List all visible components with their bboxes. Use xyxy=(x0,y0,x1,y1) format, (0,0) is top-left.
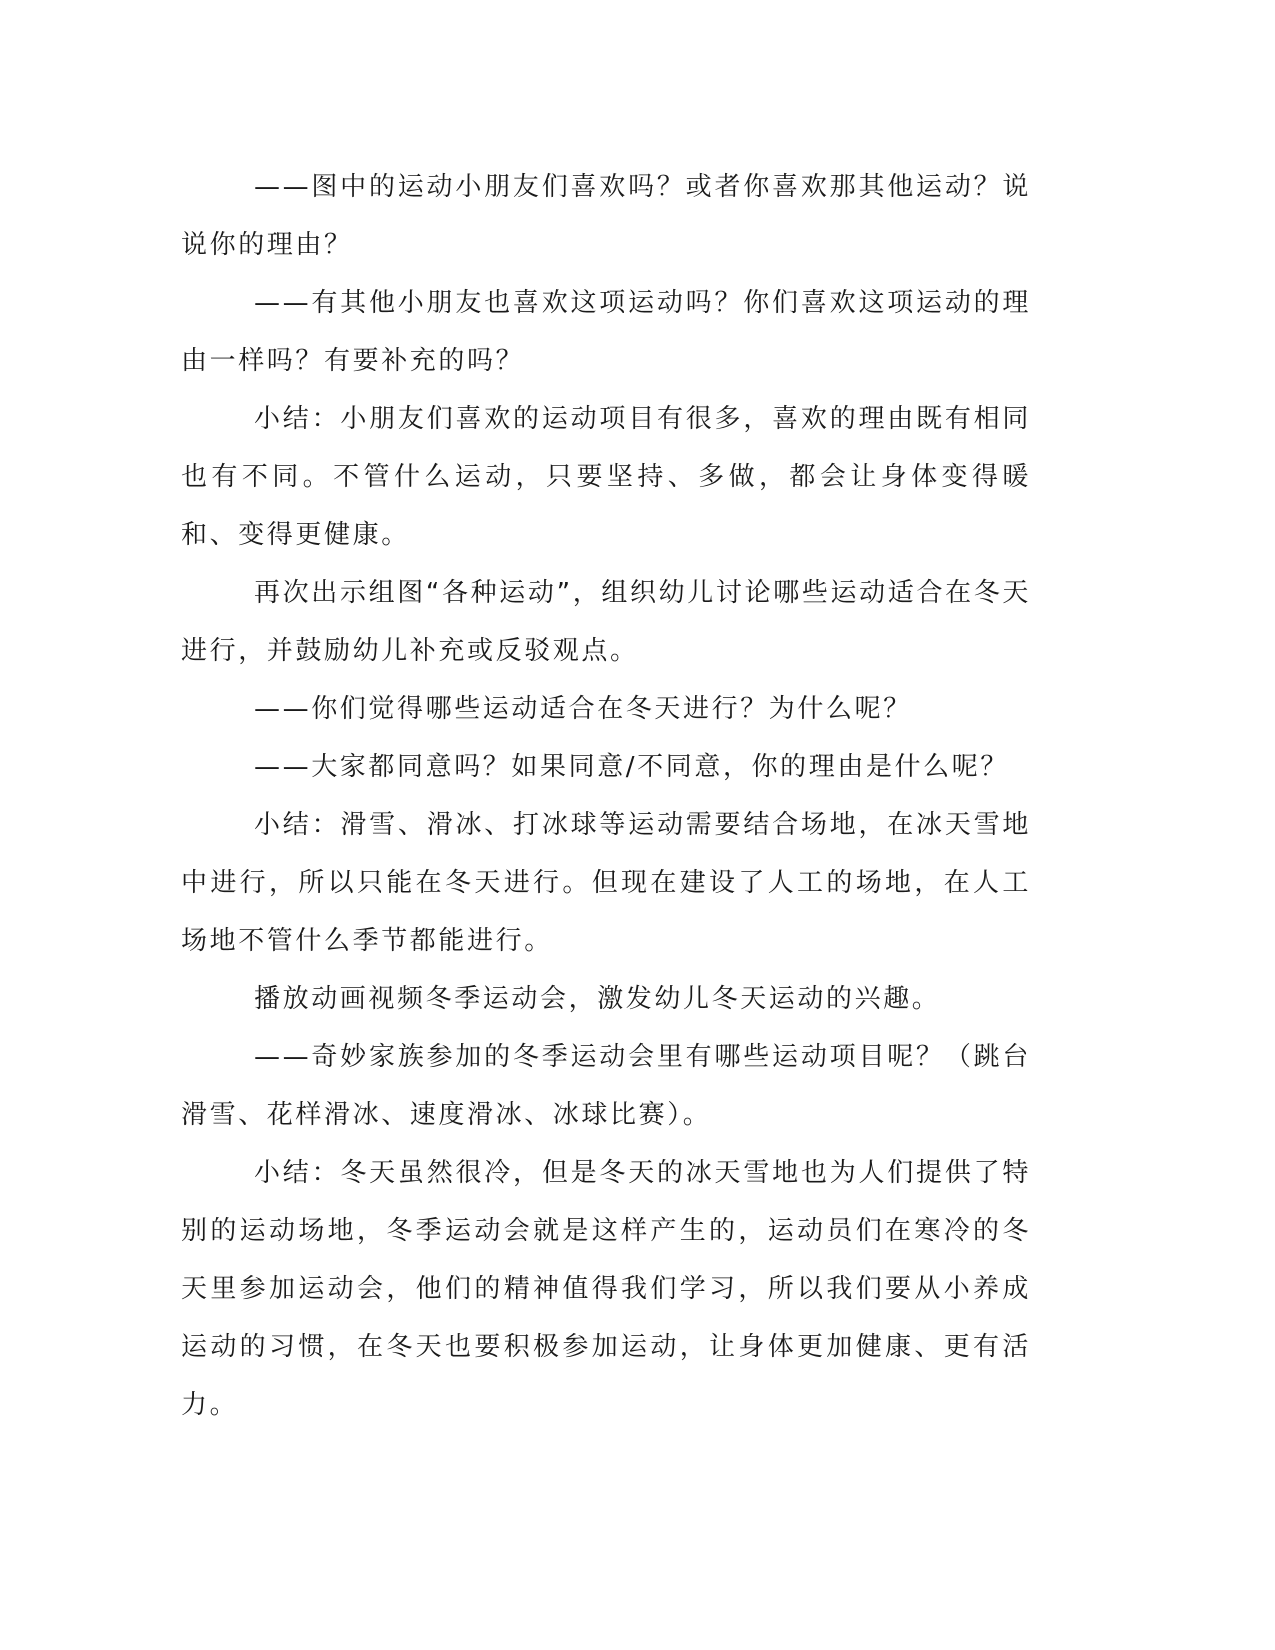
paragraph-question-others-like: ——有其他小朋友也喜欢这项运动吗？你们喜欢这项运动的理由一样吗？有要补充的吗？ xyxy=(181,288,1031,376)
paragraph-summary-ice-snow: 小结：滑雪、滑冰、打冰球等运动需要结合场地，在冰天雪地中进行，所以只能在冬天进行。但现在建设了人工的场地，在人工场地不管什么季节都能进行。 xyxy=(181,810,1031,956)
paragraph-play-video: 播放动画视频冬季运动会，激发幼儿冬天运动的兴趣。 xyxy=(254,984,941,1014)
paragraph-summary-reasons: 小结：小朋友们喜欢的运动项目有很多，喜欢的理由既有相同也有不同。不管什么运动，只要坚持、多做，都会让身体变得暖和、变得更健康。 xyxy=(181,404,1031,550)
paragraph-summary-winter-games: 小结：冬天虽然很冷，但是冬天的冰天雪地也为人们提供了特别的运动场地，冬季运动会就是这样产生的，运动员们在寒冷的冬天里参加运动会，他们的精神值得我们学习，所以我们要从小养成运动的习惯，在冬天也要积极参加运动，让身体更加健康、更有活力。 xyxy=(181,1158,1031,1420)
paragraph-show-images: 再次出示组图“各种运动”，组织幼儿讨论哪些运动适合在冬天进行，并鼓励幼儿补充或反驳观点。 xyxy=(181,578,1031,666)
paragraph-question-like-sport: ——图中的运动小朋友们喜欢吗？或者你喜欢那其他运动？说说你的理由？ xyxy=(181,172,1031,260)
paragraph-question-agree: ——大家都同意吗？如果同意/不同意，你的理由是什么呢？ xyxy=(254,752,1009,782)
paragraph-question-winter-sports: ——你们觉得哪些运动适合在冬天进行？为什么呢？ xyxy=(254,694,912,724)
document-body xyxy=(181,158,1031,1434)
paragraph-question-winter-games: ——奇妙家族参加的冬季运动会里有哪些运动项目呢？（跳台滑雪、花样滑冰、速度滑冰、冰球比赛）。 xyxy=(181,1042,1031,1130)
